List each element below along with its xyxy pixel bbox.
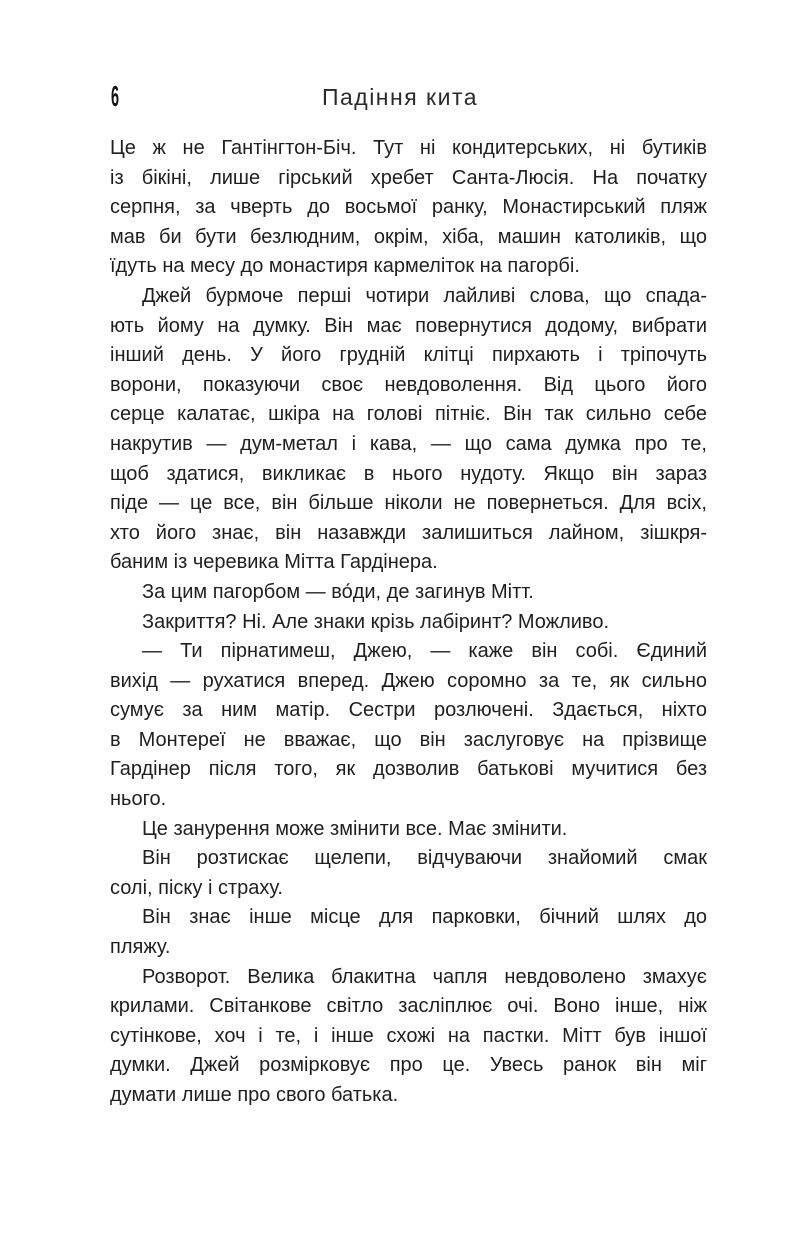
text-line: піде — це все, він більше ніколи не повернеться. Для всіх, [110,492,707,515]
paragraph [110,608,707,638]
text-line: Це занурення може змінити все. Має змінити. [142,817,568,840]
text-line: вихід — рухатися вперед. Джею соромно за те, як сильно [110,669,707,692]
text-line: Гардінер після того, як дозволив батькові мучитися без [110,758,707,781]
paragraph [110,903,707,962]
text-line: сумує за ним матір. Сестри розлючені. Здається, ніхто [110,699,707,722]
text-line: щоб здатися, викликає в нього нудоту. Якщо він зараз [110,462,707,485]
text-line: їдуть на месу до монастиря кармеліток на пагорбі. [110,255,580,278]
paragraph [110,637,707,815]
text-line: хто його знає, він назавжди залишиться лайном, зішкря- [110,521,707,544]
text-line: Він знає інше місце для парковки, бічний шлях до [142,906,707,929]
text-line: Джей бурмоче перші чотири лайливі слова, що спада- [142,284,707,307]
paragraph [110,815,707,845]
text-line: — Ти пірнатимеш, Джею, — каже він собі. Єдиний [142,640,707,663]
paragraph [110,963,707,1111]
text-line: в Монтереї не вважає, що він заслуговує на прізвище [110,728,707,751]
page-header [0,82,800,112]
text-line: Розворот. Велика блакитна чапля невдоволено змахує [142,965,707,988]
text-line: думки. Джей розмірковує про це. Увесь ранок він міг [110,1054,707,1077]
text-line: крилами. Світанкове світло засліплює очі. Воно інше, ніж [110,995,707,1018]
text-line: сутінкове, хоч і те, і інше схожі на пастки. Мітт був іншої [110,1024,707,1047]
text-line: думати лише про свого батька. [110,1084,399,1106]
text-line: За цим пагорбом — во́ди, де загинув Мітт. [142,580,534,603]
text-line: пляжу. [110,936,171,959]
text-line: із бікіні, лише гірський хребет Санта-Люсія. На початку [110,166,707,189]
text-line: Це ж не Гантінгтон-Біч. Тут ні кондитерських, ні бутиків [110,137,707,159]
text-line: баним із черевика Мітта Гардінера. [110,551,438,574]
paragraph [110,844,707,903]
text-block [110,134,707,1111]
text-line: нього. [110,788,167,811]
text-line: солі, піску і страху. [110,876,283,899]
paragraph [110,282,707,578]
page-number: 6 [111,81,120,113]
text-line: Закриття? Ні. Але знаки крізь лабіринт? Можливо. [142,610,610,633]
text-line: серце калатає, шкіра на голові пітніє. Він так сильно себе [110,403,707,426]
text-line: накрутив — дум-метал і кава, — що сама думка про те, [110,432,707,455]
running-title: Падіння кита [321,84,479,110]
text-line: ють йому на думку. Він має повернутися додому, вибрати [110,314,707,337]
text-line: мав би бути безлюдним, окрім, хіба, машин католиків, що [110,225,707,248]
text-line: інший день. У його грудній клітці пирхають і тріпочуть [110,344,707,367]
text-line: Він розтискає щелепи, відчуваючи знайомий смак [142,847,707,870]
paragraph [110,578,707,608]
text-line: ворони, показуючи своє невдоволення. Від цього його [110,373,707,396]
text-line: серпня, за чверть до восьмої ранку, Монастирський пляж [110,196,707,219]
paragraph [110,134,707,282]
